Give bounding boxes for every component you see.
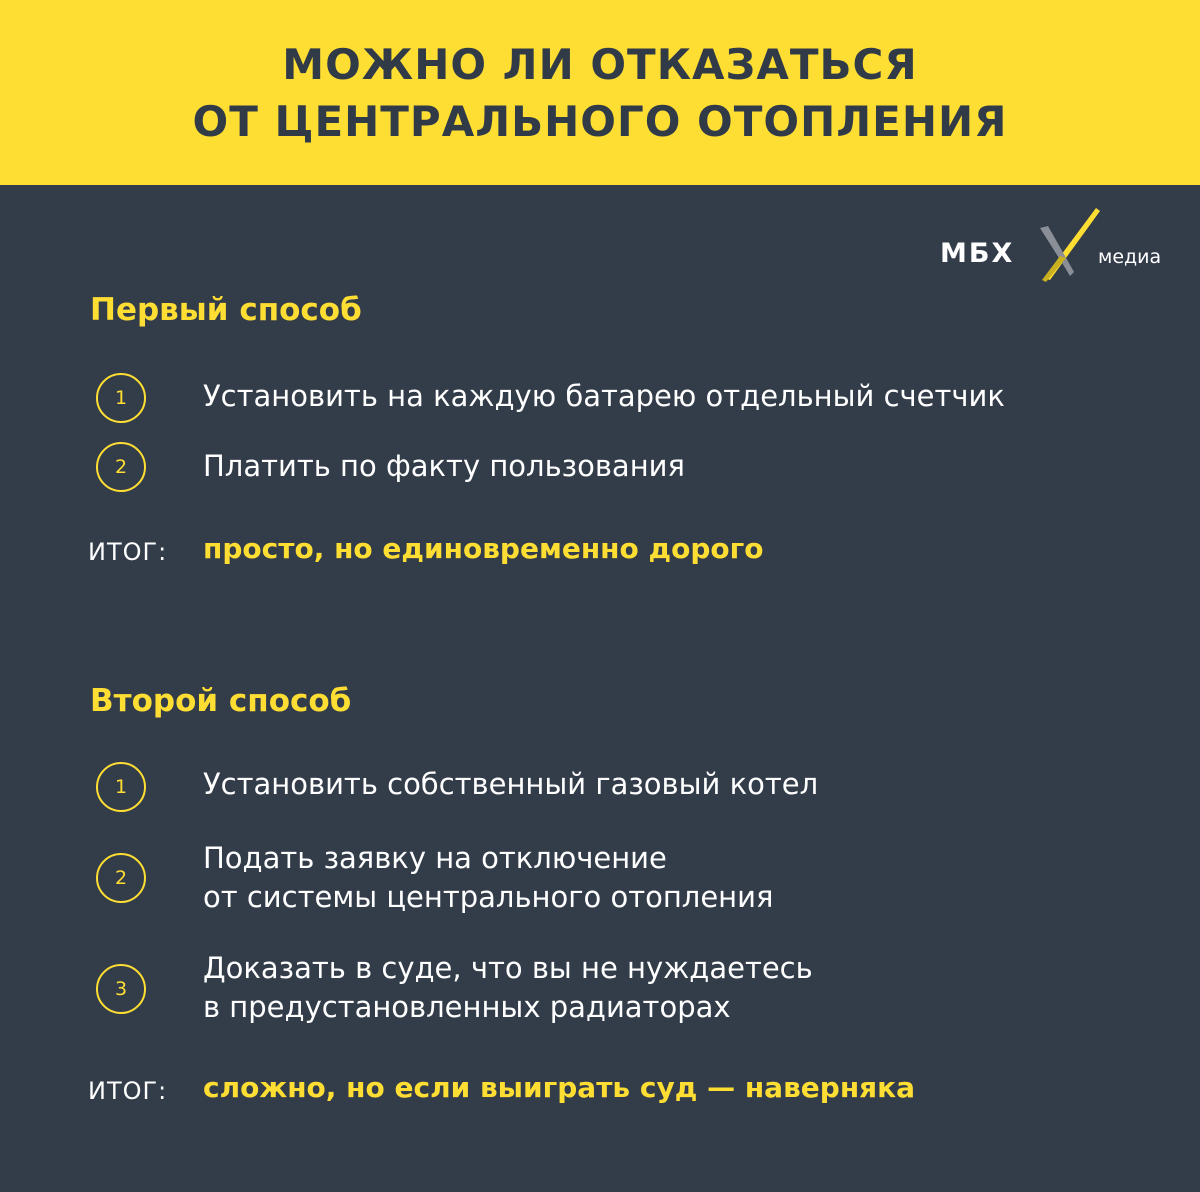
page-title xyxy=(0,36,1200,150)
number-badge: 1 xyxy=(96,373,146,423)
list-item-text: Подать заявку на отключение от системы центрального отопления xyxy=(203,841,774,914)
number-badge: 2 xyxy=(96,853,146,903)
list-item-text: Платить по факту пользования xyxy=(203,449,685,483)
section-1-title: Первый способ xyxy=(90,292,362,328)
page-title-line-2: ОТ ЦЕНТРАЛЬНОГО ОТОПЛЕНИЯ xyxy=(192,97,1008,146)
section-2-title: Второй способ xyxy=(90,683,352,719)
list-item-text: Установить на каждую батарею отдельный счетчик xyxy=(203,379,1005,413)
page-title-line-1: МОЖНО ЛИ ОТКАЗАТЬСЯ xyxy=(282,40,918,89)
itog-text: сложно, но если выиграть суд — наверняка xyxy=(203,1071,916,1104)
number-badge: 3 xyxy=(96,964,146,1014)
list-item-text: Доказать в суде, что вы не нуждаетесь в предустановленных радиаторах xyxy=(203,951,813,1024)
x-mark-icon xyxy=(1030,208,1102,288)
number-badge: 1 xyxy=(96,762,146,812)
number-badge: 2 xyxy=(96,442,146,492)
list-item-text: Установить собственный газовый котел xyxy=(203,767,819,801)
itog-text: просто, но единовременно дорого xyxy=(203,532,764,565)
logo xyxy=(938,208,1168,288)
itog-label: ИТОГ: xyxy=(88,1077,168,1105)
header-banner xyxy=(0,0,1200,185)
logo-suffix: медиа xyxy=(1098,246,1162,268)
itog-label: ИТОГ: xyxy=(88,538,168,566)
logo-brand: МБХ xyxy=(940,238,1015,269)
